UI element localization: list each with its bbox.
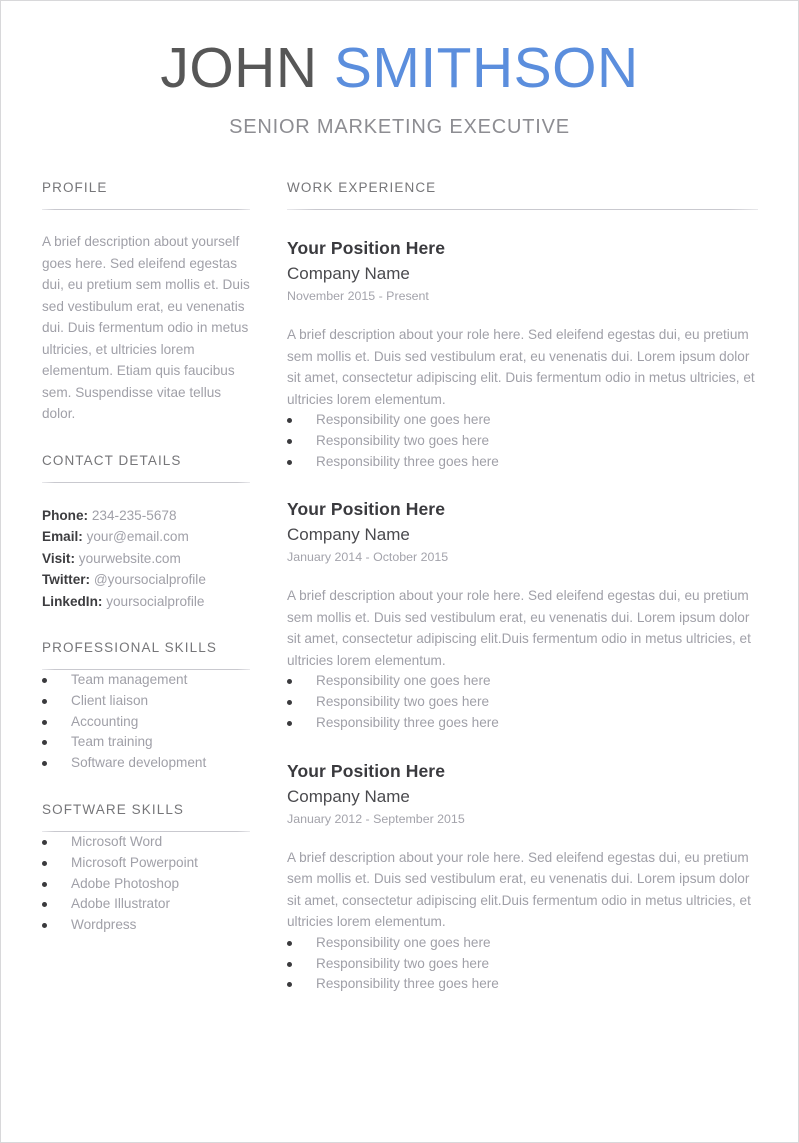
list-item-label: Microsoft Powerpoint — [71, 854, 198, 870]
job-company: Company Name — [287, 264, 410, 283]
list-item-label: Responsibility one goes here — [316, 934, 491, 950]
job-description: A brief description about your role here. Sed eleifend egestas dui, eu pretium sem mollis et. Duis sed vestibulum erat, eu venenatis dui. Lorem ipsum dolor sit amet, consectetur adipiscing elit.Duis fermentum odio in metus ultricies, et ultricies lorem elementum. — [287, 588, 751, 668]
contact-row-twitter — [42, 569, 250, 591]
section-title-professional-skills: PROFESSIONAL SKILLS — [42, 640, 217, 655]
section-title-work-experience: WORK EXPERIENCE — [287, 180, 437, 195]
bullet-dot-icon — [287, 418, 292, 423]
section-title-contact-details: CONTACT DETAILS — [42, 452, 182, 468]
contact-label-website: Visit: — [42, 550, 75, 566]
list-item-label: Responsibility one goes here — [316, 412, 491, 427]
work-experience-entry — [287, 760, 758, 995]
list-item-label: Team management — [71, 672, 188, 687]
bullet-dot-icon — [287, 962, 292, 967]
job-responsibilities-list — [287, 410, 758, 472]
contact-label-phone: Phone: — [42, 507, 89, 523]
list-item — [287, 431, 758, 452]
bullet-dot-icon — [42, 840, 47, 845]
bullet-dot-icon — [42, 699, 47, 704]
section-title-profile: PROFILE — [42, 180, 108, 195]
list-item — [42, 894, 250, 915]
list-item-label: Adobe Photoshop — [71, 875, 180, 891]
list-item — [287, 452, 758, 473]
contact-label-email: Email: — [42, 529, 83, 544]
list-item — [287, 713, 758, 734]
list-item — [287, 954, 758, 975]
bullet-dot-icon — [42, 740, 47, 745]
contact-value-twitter[interactable]: @yoursocialprofile — [93, 572, 206, 587]
contact-value-linkedin[interactable]: yoursocialprofile — [106, 593, 205, 609]
section-rule-contact-details — [42, 482, 250, 483]
contact-row-website — [42, 548, 250, 570]
bullet-dot-icon — [287, 679, 292, 684]
job-dates: January 2012 - September 2015 — [287, 811, 465, 826]
list-item — [42, 670, 250, 691]
candidate-job-title: SENIOR MARKETING EXECUTIVE — [229, 116, 570, 138]
list-item-label: Software development — [71, 755, 207, 771]
sidebar-column — [42, 180, 250, 936]
contact-value-phone: 234-235-5678 — [91, 507, 177, 523]
list-item-label: Responsibility two goes here — [316, 955, 490, 971]
bullet-dot-icon — [287, 700, 292, 705]
list-item — [287, 671, 758, 692]
contact-row-phone — [42, 505, 250, 527]
work-experience-entry — [287, 237, 758, 472]
list-item — [287, 692, 758, 713]
contact-label-linkedin: LinkedIn: — [42, 593, 103, 609]
section-contact-details — [42, 453, 250, 613]
list-item — [42, 753, 250, 774]
main-column — [287, 180, 758, 995]
bullet-dot-icon — [287, 941, 292, 946]
candidate-first-name: JOHN — [160, 36, 318, 100]
job-description: A brief description about your role here. Sed eleifend egestas dui, eu pretium sem mollis et. Duis sed vestibulum erat, eu venenatis dui. Lorem ipsum dolor sit amet, consectetur adipiscing elit.Duis fermentum odio in metus ultricies, et ultricies lorem elementum. — [287, 849, 751, 930]
candidate-last-name: SMITHSON — [333, 36, 639, 100]
list-item — [42, 732, 250, 753]
list-item-label: Adobe Illustrator — [71, 896, 170, 912]
contact-row-email — [42, 526, 250, 548]
job-responsibilities-list — [287, 933, 758, 995]
list-item-label: Responsibility three goes here — [316, 453, 499, 469]
bullet-dot-icon — [287, 721, 292, 726]
list-item-label: Responsibility three goes here — [316, 976, 499, 992]
job-dates: November 2015 - Present — [287, 289, 429, 303]
job-position: Your Position Here — [287, 499, 446, 520]
section-rule-work-experience — [287, 209, 758, 210]
work-experience-entry — [287, 498, 758, 733]
software-skills-list — [42, 832, 250, 936]
profile-description: A brief description about yourself goes here. Sed eleifend egestas dui, eu pretium sem mollis et. Duis sed vestibulum erat, eu venenatis dui. Duis fermentum odio in metus ultricies, et ultricies lorem elementum. Etiam quis faucibus sem. Suspendisse vitae tellus dolor. — [42, 234, 250, 421]
contact-value-email[interactable]: your@email.com — [86, 529, 189, 544]
bullet-dot-icon — [42, 761, 47, 766]
resume-body — [1, 139, 798, 995]
bullet-dot-icon — [42, 720, 47, 725]
bullet-dot-icon — [42, 902, 47, 907]
contact-value-website[interactable]: yourwebsite.com — [78, 550, 181, 566]
list-item-label: Responsibility two goes here — [316, 694, 490, 710]
list-item-label: Wordpress — [71, 917, 137, 933]
section-title-software-skills: SOFTWARE SKILLS — [42, 801, 185, 817]
list-item-label: Microsoft Word — [71, 833, 163, 849]
bullet-dot-icon — [42, 882, 47, 887]
bullet-dot-icon — [42, 861, 47, 866]
list-item — [42, 915, 250, 936]
job-position: Your Position Here — [287, 760, 446, 781]
contact-row-linkedin — [42, 591, 250, 613]
section-rule-profile — [42, 209, 250, 210]
list-item — [42, 874, 250, 895]
bullet-dot-icon — [287, 982, 292, 987]
section-software-skills — [42, 802, 250, 936]
list-item-label: Responsibility three goes here — [316, 714, 499, 730]
bullet-dot-icon — [42, 678, 47, 683]
candidate-name — [1, 35, 798, 101]
list-item — [42, 832, 250, 853]
name-space — [317, 36, 333, 100]
list-item — [42, 691, 250, 712]
work-experience-list — [287, 237, 758, 995]
list-item — [42, 853, 250, 874]
list-item — [287, 974, 758, 995]
bullet-dot-icon — [42, 923, 47, 928]
list-item-label: Team training — [71, 734, 153, 750]
list-item-label: Responsibility one goes here — [316, 673, 491, 689]
section-professional-skills — [42, 640, 250, 774]
section-profile — [42, 180, 250, 425]
resume-header — [1, 1, 798, 139]
list-item — [287, 410, 758, 431]
list-item — [287, 933, 758, 954]
job-company: Company Name — [287, 525, 410, 545]
job-company: Company Name — [287, 786, 410, 806]
list-item-label: Responsibility two goes here — [316, 432, 490, 448]
job-dates: January 2014 - October 2015 — [287, 550, 449, 565]
bullet-dot-icon — [287, 439, 292, 444]
list-item — [42, 712, 250, 733]
job-description: A brief description about your role here. Sed eleifend egestas dui, eu pretium sem mollis et. Duis sed vestibulum erat, eu venenatis dui. Lorem ipsum dolor sit amet, consectetur adipiscing elit. Duis fermentum odio in metus ultricies, et ultricies lorem elementum. — [287, 327, 755, 407]
professional-skills-list — [42, 670, 250, 774]
job-responsibilities-list — [287, 671, 758, 733]
list-item-label: Client liaison — [71, 692, 149, 708]
contact-list — [42, 505, 250, 613]
job-position: Your Position Here — [287, 238, 446, 258]
section-work-experience — [287, 180, 758, 995]
contact-label-twitter: Twitter: — [42, 572, 91, 587]
list-item-label: Accounting — [71, 713, 139, 729]
bullet-dot-icon — [287, 460, 292, 465]
